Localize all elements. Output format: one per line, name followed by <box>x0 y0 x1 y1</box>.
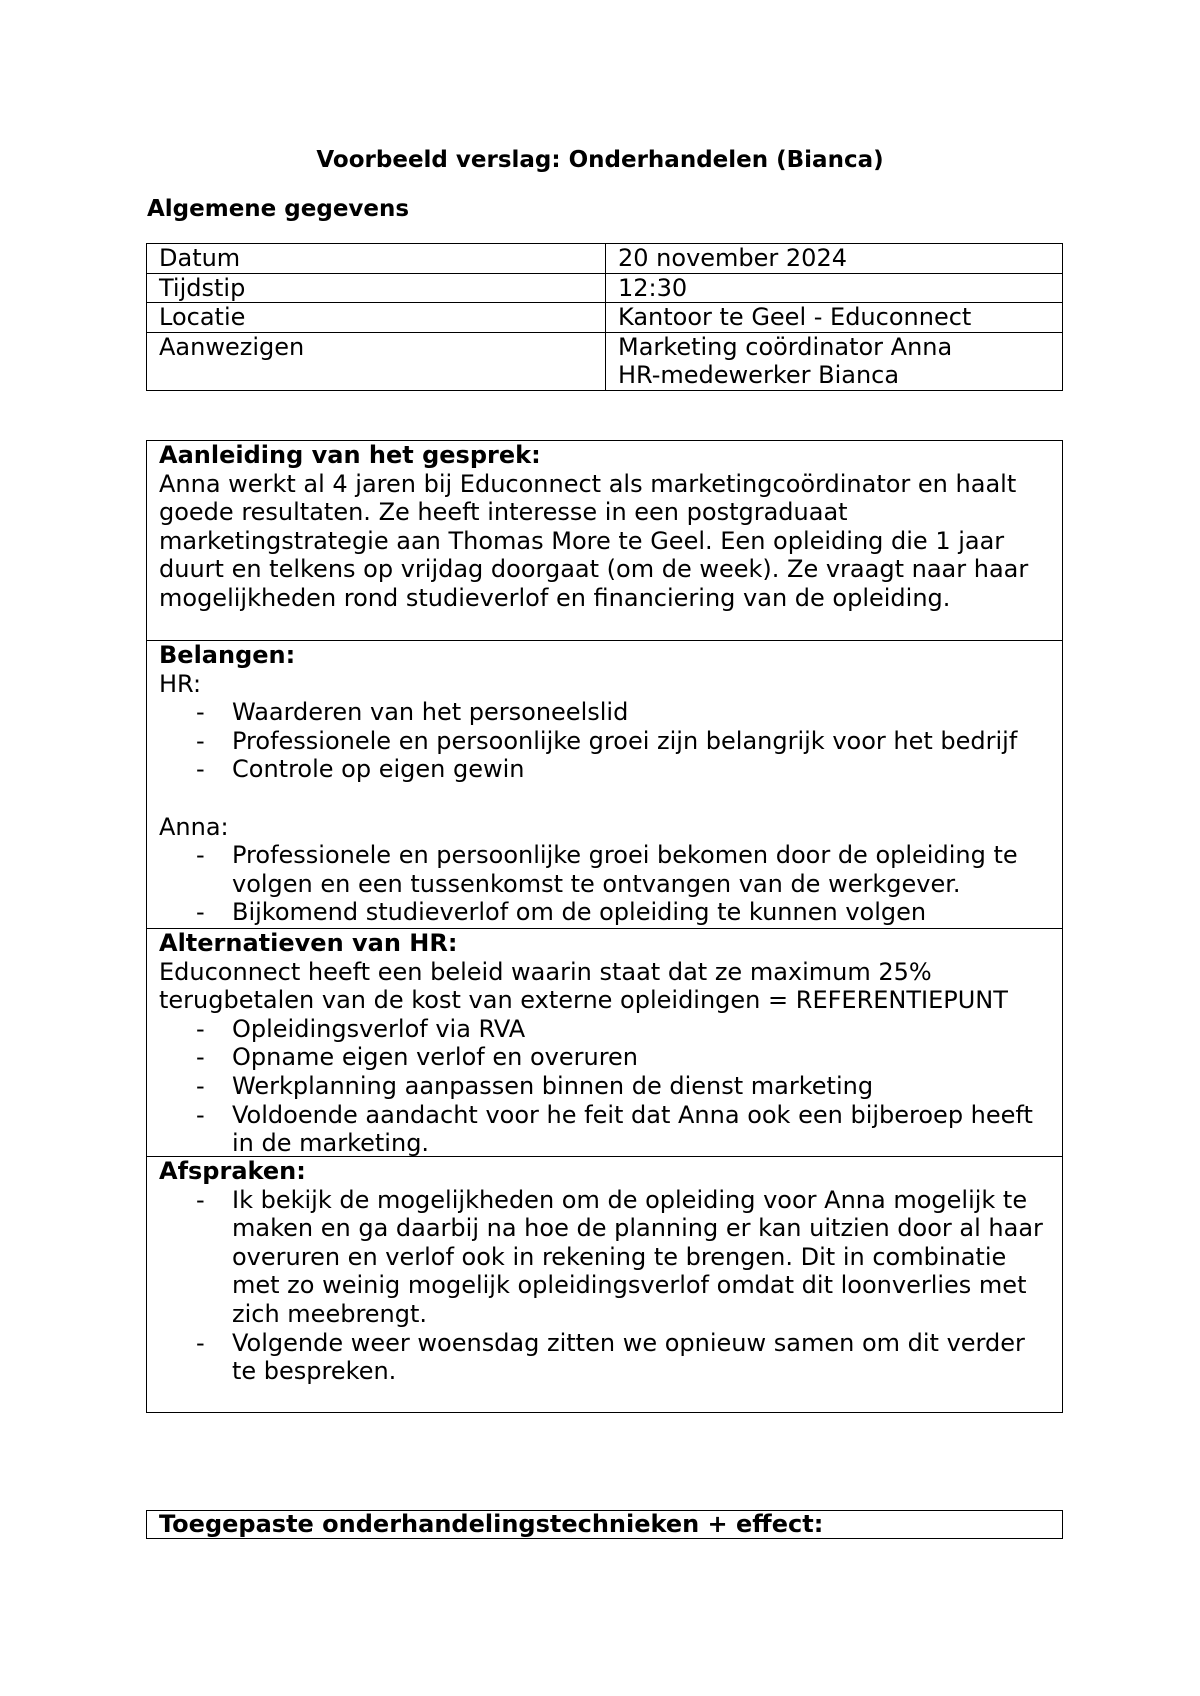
table-row <box>147 273 1063 303</box>
table-row <box>147 332 1063 390</box>
list-item <box>159 1015 1050 1044</box>
row-value <box>606 303 1063 333</box>
techniques-table <box>146 1510 1063 1539</box>
table-row <box>147 244 1063 274</box>
spacer <box>159 784 1050 813</box>
aanleiding-section <box>147 441 1062 641</box>
value-line: HR-medewerker Bianca <box>618 361 900 389</box>
list-item <box>159 1072 1050 1101</box>
list-item-text: Ik bekijk de mogelijkheden om de opleiding voor Anna mogelijk te maken en ga daarbij na hoe de planning er kan uitzien door al haar overuren en verlof ook in rekening te brengen. Dit in combinatie met zo weinig mogelijk opleidingsverlof omdat dit loonverlies met zich meebrengt. <box>232 1185 1043 1328</box>
dash-bullet: - <box>196 1328 205 1357</box>
row-label: Datum <box>147 244 606 274</box>
dash-bullet: - <box>196 1071 205 1100</box>
list-item-text: Controle op eigen gewin <box>232 755 525 784</box>
afspraken-heading: Afspraken: <box>159 1157 306 1185</box>
dash-bullet: - <box>196 898 205 927</box>
value-line: Kantoor te Geel - Educonnect <box>618 303 972 331</box>
list-item <box>159 1329 1050 1386</box>
dash-bullet: - <box>196 1043 205 1072</box>
list-item-text: Professionele en persoonlijke groei zijn belangrijk voor het bedrijf <box>232 726 1018 755</box>
aanleiding-text: Anna werkt al 4 jaren bij Educonnect als marketingcoördinator en haalt goede resultaten. Ze heeft interesse in een postgraduaat marketingstrategie aan Thomas More te Geel. Een opleiding die 1 jaar duurt en telkens op vrijdag doorgaat (om de week). Ze vraagt naar haar mogelijkheden rond studieverlof en financiering van de opleiding. <box>159 469 1029 612</box>
row-value <box>606 244 1063 274</box>
list-item <box>159 898 1050 927</box>
dash-bullet: - <box>196 1100 205 1129</box>
document-title: Voorbeeld verslag: Onderhandelen (Bianca) <box>316 147 884 173</box>
aanleiding-heading: Aanleiding van het gesprek: <box>159 441 541 469</box>
afspraken-list <box>159 1186 1050 1386</box>
list-item-text: Waarderen van het personeelslid <box>232 698 629 727</box>
belangen-section <box>147 641 1062 929</box>
list-item-text: Bijkomend studieverlof om de opleiding te kunnen volgen <box>232 898 927 927</box>
alternatieven-list <box>159 1015 1050 1157</box>
list-item <box>159 841 1050 898</box>
alternatieven-text: Educonnect heeft een beleid waarin staat dat ze maximum 25% terugbetalen van de kost van externe opleidingen = REFERENTIEPUNT <box>159 957 1008 1015</box>
list-item-text: Voldoende aandacht voor he feit dat Anna ook een bijberoep heeft in de marketing. <box>232 1100 1033 1157</box>
hr-label: HR: <box>159 669 202 698</box>
value-line: 12:30 <box>618 273 688 302</box>
row-label: Aanwezigen <box>147 332 606 390</box>
row-label: Tijdstip <box>147 273 606 303</box>
report-details-table <box>146 440 1063 1413</box>
list-item <box>159 1101 1050 1157</box>
value-line: Marketing coördinator Anna <box>618 332 953 361</box>
row-value <box>606 332 1063 390</box>
dash-bullet: - <box>196 841 205 870</box>
alternatieven-heading: Alternatieven van HR: <box>159 929 458 957</box>
row-label: Locatie <box>147 303 606 333</box>
row-value <box>606 273 1063 303</box>
dash-bullet: - <box>196 726 205 755</box>
list-item <box>159 698 1050 727</box>
list-item <box>159 1043 1050 1072</box>
table-row <box>147 303 1063 333</box>
techniques-heading: Toegepaste onderhandelingstechnieken + effect: <box>159 1510 824 1538</box>
list-item-text: Professionele en persoonlijke groei bekomen door de opleiding te volgen en een tussenkomst te ontvangen van de werkgever. <box>232 841 1018 898</box>
anna-interest-list <box>159 841 1050 927</box>
list-item-text: Opname eigen verlof en overuren <box>232 1043 639 1072</box>
general-data-heading: Algemene gegevens <box>147 196 410 222</box>
belangen-heading: Belangen: <box>159 641 296 669</box>
list-item-text: Werkplanning aanpassen binnen de dienst marketing <box>232 1071 874 1100</box>
afspraken-section <box>147 1157 1062 1412</box>
list-item <box>159 727 1050 756</box>
alternatieven-section <box>147 929 1062 1157</box>
dash-bullet: - <box>196 1014 205 1043</box>
hr-interest-list <box>159 698 1050 784</box>
list-item-text: Volgende weer woensdag zitten we opnieuw samen om dit verder te bespreken. <box>232 1328 1025 1386</box>
dash-bullet: - <box>196 1185 205 1214</box>
list-item-text: Opleidingsverlof via RVA <box>232 1014 526 1043</box>
anna-label: Anna: <box>159 812 229 841</box>
general-data-table <box>146 243 1063 391</box>
list-item <box>159 1186 1050 1329</box>
value-line: 20 november 2024 <box>618 244 847 272</box>
list-item <box>159 755 1050 784</box>
dash-bullet: - <box>196 698 205 727</box>
dash-bullet: - <box>196 755 205 784</box>
